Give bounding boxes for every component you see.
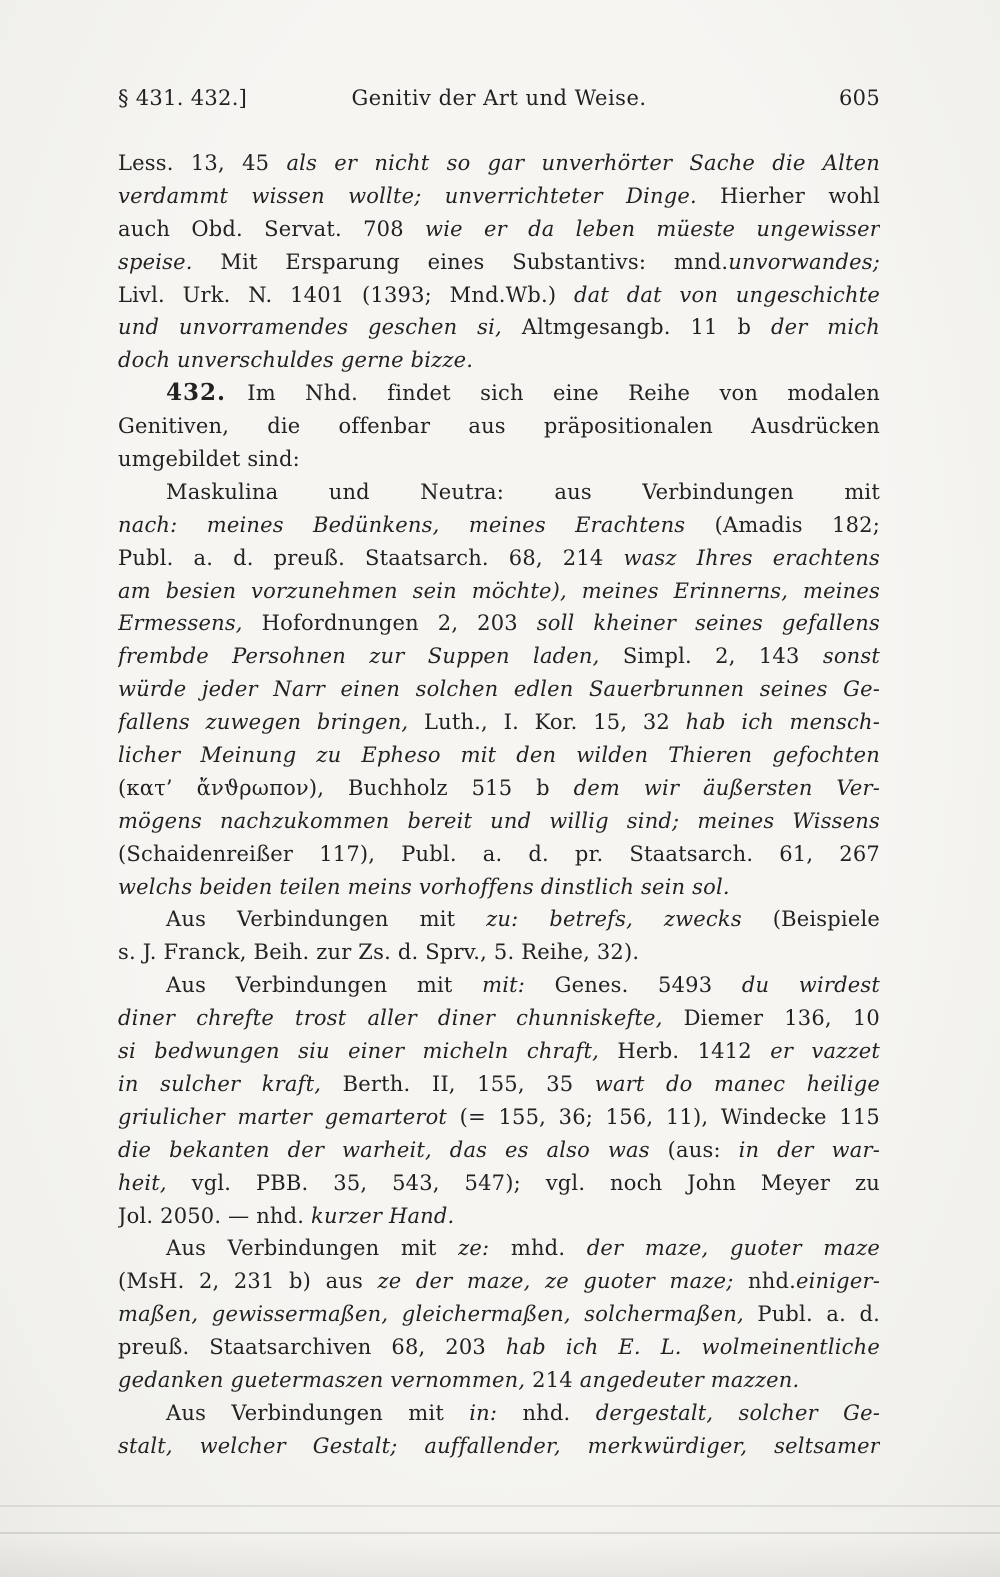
roman-text-run: (Schaidenreißer 117), Publ. a. d. pr. Staatsarch. 61, 267 [118,841,880,866]
italic-text-run: als er nicht so gar unverhörter Sache die Alten [286,151,880,175]
text-line [118,936,880,969]
text-line [118,805,880,838]
italic-text-run: soll kheiner seines gefallens [536,611,880,636]
text-line [118,279,880,312]
italic-text-run: dat dat von ungeschichte [574,282,880,307]
section-number: 432. [166,379,227,407]
italic-text-run: am besien vorzunehmen sein möchte), meines Erinnerns, meines [118,578,880,603]
italic-text-run: hab ich E. L. wolmeinentliche [505,1335,880,1360]
scan-artifact-line [0,1532,1000,1534]
text-line [118,706,880,739]
italic-text-run: speise. [118,249,221,274]
text-line [118,1200,880,1233]
text-line [118,213,880,246]
text-line [118,542,880,575]
page-number: 605 [839,86,880,110]
roman-text-run: Less. 13, 45 [118,151,287,175]
roman-text-run: auch Obd. Servat. 708 [118,216,426,241]
scan-artifact-line [0,1505,1000,1507]
italic-text-run: wart do manec heilige [594,1071,880,1096]
italic-text-run: fallens zuwegen bringen, [118,710,424,735]
italic-text-run: unvorwandes; [728,249,880,274]
italic-text-run: gedanken guetermaszen vernommen, [118,1367,533,1392]
text-line [118,410,880,443]
italic-text-run: ze: [458,1236,511,1261]
text-line [118,180,880,213]
italic-text-run: und unvorramendes geschen si, [118,315,522,340]
roman-text-run: umgebildet sind: [118,447,300,472]
scan-edge-shadow [0,1537,1000,1577]
roman-text-run: Publ. a. d. preuß. Staatsarch. 68, 214 [118,545,624,570]
paragraph [118,476,880,904]
running-title: Genitiv der Art und Weise. [351,86,647,110]
text-line [118,246,880,279]
roman-text-run: Aus Verbindungen mit [166,973,483,998]
text-line [118,1134,880,1167]
text-body [118,147,880,1463]
text-line [118,1035,880,1068]
roman-text-run: Hierher wohl [720,183,880,208]
roman-text-run: Im Nhd. findet sich eine Reihe von modalen [226,381,880,406]
italic-text-run: heit, [118,1170,192,1195]
roman-text-run: Aus Verbindungen mit [166,1236,459,1261]
italic-text-run: nach: meines Bedünkens, meines Erachtens [118,512,715,537]
text-line [118,1068,880,1101]
text-line [118,640,880,673]
text-line [118,1167,880,1200]
roman-text-run: Altmgesangb. 11 b [521,315,771,340]
paragraph [118,377,880,476]
italic-text-run: wasz Ihres erachtens [623,545,880,570]
roman-text-run: Simpl. 2, 143 [622,644,823,669]
italic-text-run: si bedwungen siu einer micheln chraft, [118,1039,618,1064]
roman-text-run: Jol. 2050. — nhd. [118,1203,312,1228]
text-line [118,476,880,509]
italic-text-run: würde jeder Narr einen solchen edlen Sauerbrunnen seines Ge- [118,677,880,702]
section-reference: § 431. 432.] [118,86,248,110]
roman-text-run: Diemer 136, 10 [683,1006,880,1031]
text-line [118,377,880,410]
italic-text-run: frembde Persohnen zur Suppen laden, [118,644,623,669]
text-line [118,673,880,706]
page-header [118,86,880,116]
italic-text-run: stalt, welcher Gestalt; auffallender, merkwürdiger, seltsamer [118,1433,880,1458]
roman-text-run: Mit Ersparung eines Substantivs: mnd. [220,249,729,274]
roman-text-run: (Amadis 182; [714,512,880,537]
paragraph [118,903,880,969]
paragraph [118,147,880,377]
roman-text-run: nhd. [748,1269,796,1294]
italic-text-run: mit: [482,973,555,998]
italic-text-run: dergestalt, solcher Ge- [595,1400,880,1425]
roman-text-run: nhd. [522,1400,596,1425]
roman-text-run: mhd. [510,1236,587,1261]
italic-text-run: die bekanten der warheit, das es also was [118,1137,668,1162]
roman-text-run: (MsH. 2, 231 b) aus [118,1269,378,1294]
text-line [118,1298,880,1331]
text-line [118,443,880,476]
italic-text-run: in der war- [738,1137,880,1162]
italic-text-run: verdammt wissen wollte; unverrichteter Dinge. [118,183,721,208]
roman-text-run: (Beispiele [772,907,880,932]
text-line [118,1364,880,1397]
italic-text-run: zu: betrefs, zwecks [486,907,773,932]
roman-text-run: Publ. a. d. [757,1302,880,1327]
italic-text-run: licher Meinung zu Epheso mit den wilden Thieren gefochten [118,743,880,768]
italic-text-run: in: [469,1400,523,1425]
italic-text-run: einiger- [796,1269,880,1294]
roman-text-run: vgl. PBB. 35, 543, 547); vgl. noch John Meyer zu [191,1170,880,1195]
text-line [118,903,880,936]
italic-text-run: er vazzet [770,1039,880,1064]
text-line [118,969,880,1002]
text-line [118,1265,880,1298]
text-line [118,1430,880,1463]
text-line [118,575,880,608]
text-line [118,1232,880,1265]
italic-text-run: du wirdest [741,973,880,998]
roman-text-run: 214 [532,1367,580,1392]
text-line [118,1002,880,1035]
italic-text-run: dem wir äußersten Ver- [573,775,880,800]
paragraph [118,1397,880,1463]
italic-text-run: griulicher marter gemarterot [118,1104,460,1129]
roman-text-run: Aus Verbindungen mit [166,1400,470,1425]
text-line [118,311,880,344]
italic-text-run: angedeuter mazzen. [579,1367,800,1392]
italic-text-run: der maze, guoter maze [586,1236,880,1261]
italic-text-run: welchs beiden teilen meins vorhoffens dinstlich sein sol. [118,874,730,899]
italic-text-run: doch unverschuldes gerne bizze. [118,348,474,373]
text-line [118,739,880,772]
text-line [118,1101,880,1134]
italic-text-run: kurzer Hand. [311,1203,455,1228]
roman-text-run: Hofordnungen 2, 203 [261,611,537,636]
roman-text-run: s. J. Franck, Beih. zur Zs. d. Sprv., 5. Reihe, 32). [118,940,640,965]
roman-text-run: Maskulina und Neutra: aus Verbindungen mit [166,479,880,504]
text-line [118,772,880,805]
roman-text-run: (aus: [667,1137,739,1162]
italic-text-run: diner chrefte trost aller diner chunniskefte, [118,1006,684,1031]
roman-text-run: (κατ’ ἄνϑρωπον), Buchholz 515 b [118,775,574,800]
roman-text-run: Aus Verbindungen mit [166,907,487,932]
text-line [118,607,880,640]
text-line [118,871,880,904]
italic-text-run: hab ich mensch- [685,710,880,735]
roman-text-run: Luth., I. Kor. 15, 32 [423,710,686,735]
roman-text-run: Herb. 1412 [617,1039,771,1064]
text-line [118,838,880,871]
paragraph [118,969,880,1232]
roman-text-run: preuß. Staatsarchiven 68, 203 [118,1335,506,1360]
text-line [118,147,880,180]
paragraph [118,1232,880,1396]
italic-text-run: in sulcher kraft, [118,1071,343,1096]
roman-text-run: (= 155, 36; 156, 11), Windecke 115 [459,1104,880,1129]
text-line [118,1331,880,1364]
text-line [118,1397,880,1430]
italic-text-run: wie er da leben müeste ungewisser [425,216,880,241]
italic-text-run: maßen, gewissermaßen, gleichermaßen, solchermaßen, [118,1302,758,1327]
italic-text-run: mögens nachzukommen bereit und willig sind; meines Wissens [118,808,880,833]
roman-text-run: Livl. Urk. N. 1401 (1393; Mnd.Wb.) [118,282,574,307]
italic-text-run: ze der maze, ze guoter maze; [377,1269,749,1294]
text-line [118,344,880,377]
italic-text-run: Ermessens, [118,611,262,636]
italic-text-run: sonst [822,644,880,669]
italic-text-run: der mich [770,315,880,340]
roman-text-run: Genitiven, die offenbar aus präpositionalen Ausdrücken [118,414,880,439]
roman-text-run: Berth. II, 155, 35 [342,1071,595,1096]
text-line [118,509,880,542]
roman-text-run: Genes. 5493 [554,973,742,998]
